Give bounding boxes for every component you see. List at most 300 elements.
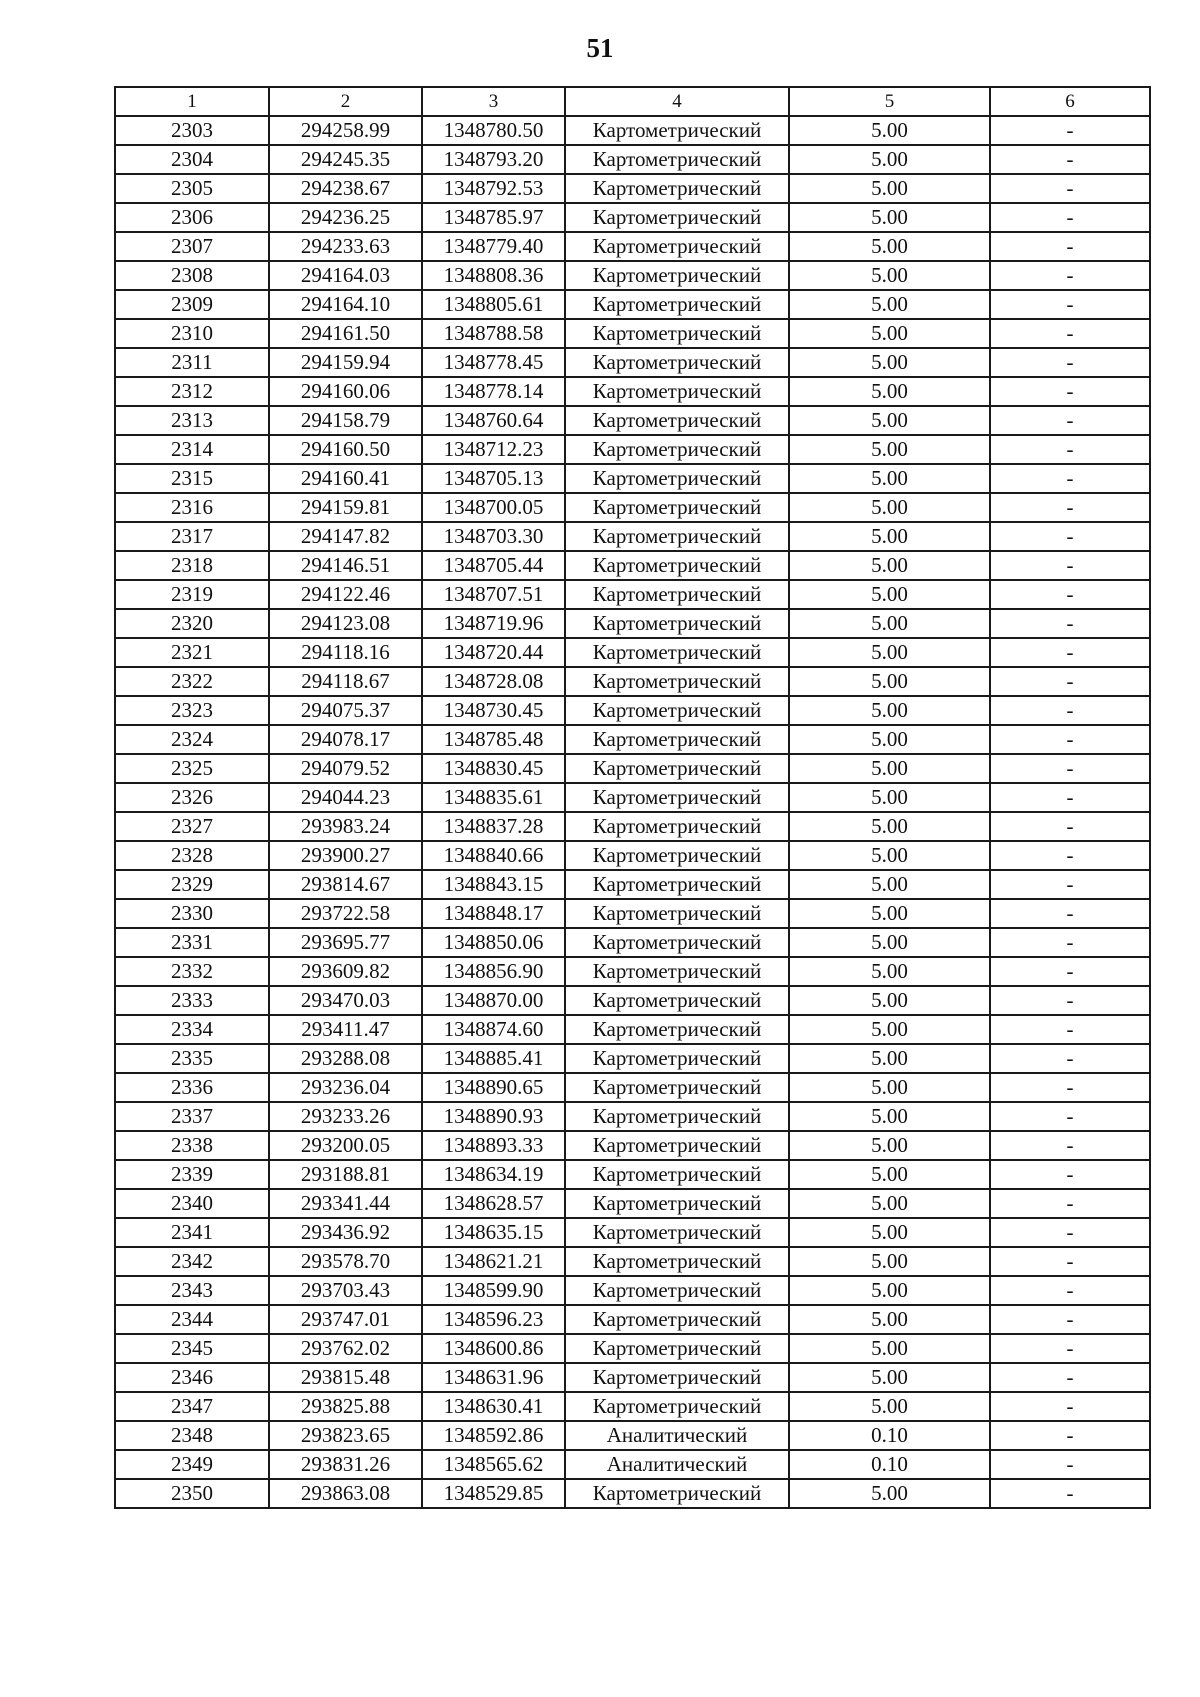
accuracy-cell: 5.00	[789, 203, 990, 232]
y-coordinate-cell: 1348707.51	[422, 580, 565, 609]
column-header: 2	[269, 87, 422, 116]
accuracy-cell: 5.00	[789, 870, 990, 899]
method-cell: Картометрический	[565, 899, 789, 928]
table-header-row	[115, 87, 1150, 116]
x-coordinate-cell: 293863.08	[269, 1479, 422, 1508]
point-number-cell: 2331	[115, 928, 269, 957]
x-coordinate-cell: 294118.16	[269, 638, 422, 667]
point-number-cell: 2309	[115, 290, 269, 319]
point-number-cell: 2330	[115, 899, 269, 928]
y-coordinate-cell: 1348778.14	[422, 377, 565, 406]
point-number-cell: 2323	[115, 696, 269, 725]
note-cell: -	[990, 377, 1150, 406]
table-row	[115, 1015, 1150, 1044]
accuracy-cell: 5.00	[789, 638, 990, 667]
accuracy-cell: 5.00	[789, 928, 990, 957]
note-cell: -	[990, 1450, 1150, 1479]
method-cell: Картометрический	[565, 1073, 789, 1102]
x-coordinate-cell: 294122.46	[269, 580, 422, 609]
x-coordinate-cell: 294245.35	[269, 145, 422, 174]
table-row	[115, 1073, 1150, 1102]
table-row	[115, 1247, 1150, 1276]
y-coordinate-cell: 1348874.60	[422, 1015, 565, 1044]
method-cell: Картометрический	[565, 928, 789, 957]
note-cell: -	[990, 1305, 1150, 1334]
x-coordinate-cell: 294044.23	[269, 783, 422, 812]
point-number-cell: 2337	[115, 1102, 269, 1131]
accuracy-cell: 5.00	[789, 1102, 990, 1131]
y-coordinate-cell: 1348837.28	[422, 812, 565, 841]
table-row	[115, 870, 1150, 899]
point-number-cell: 2317	[115, 522, 269, 551]
y-coordinate-cell: 1348793.20	[422, 145, 565, 174]
table-row	[115, 580, 1150, 609]
note-cell: -	[990, 1334, 1150, 1363]
point-number-cell: 2313	[115, 406, 269, 435]
x-coordinate-cell: 294079.52	[269, 754, 422, 783]
point-number-cell: 2336	[115, 1073, 269, 1102]
coordinates-table	[114, 86, 1151, 1509]
method-cell: Картометрический	[565, 290, 789, 319]
table-row	[115, 1421, 1150, 1450]
note-cell: -	[990, 957, 1150, 986]
y-coordinate-cell: 1348785.97	[422, 203, 565, 232]
method-cell: Картометрический	[565, 1276, 789, 1305]
y-coordinate-cell: 1348730.45	[422, 696, 565, 725]
table-row	[115, 928, 1150, 957]
method-cell: Картометрический	[565, 1334, 789, 1363]
point-number-cell: 2308	[115, 261, 269, 290]
note-cell: -	[990, 986, 1150, 1015]
table-row	[115, 899, 1150, 928]
accuracy-cell: 5.00	[789, 116, 990, 145]
point-number-cell: 2340	[115, 1189, 269, 1218]
x-coordinate-cell: 293831.26	[269, 1450, 422, 1479]
x-coordinate-cell: 293703.43	[269, 1276, 422, 1305]
note-cell: -	[990, 754, 1150, 783]
note-cell: -	[990, 1189, 1150, 1218]
method-cell: Картометрический	[565, 203, 789, 232]
method-cell: Картометрический	[565, 754, 789, 783]
x-coordinate-cell: 293747.01	[269, 1305, 422, 1334]
x-coordinate-cell: 293436.92	[269, 1218, 422, 1247]
method-cell: Картометрический	[565, 493, 789, 522]
method-cell: Картометрический	[565, 957, 789, 986]
point-number-cell: 2332	[115, 957, 269, 986]
method-cell: Картометрический	[565, 1189, 789, 1218]
note-cell: -	[990, 522, 1150, 551]
column-header: 3	[422, 87, 565, 116]
note-cell: -	[990, 464, 1150, 493]
x-coordinate-cell: 293470.03	[269, 986, 422, 1015]
method-cell: Картометрический	[565, 435, 789, 464]
note-cell: -	[990, 1247, 1150, 1276]
y-coordinate-cell: 1348700.05	[422, 493, 565, 522]
point-number-cell: 2320	[115, 609, 269, 638]
y-coordinate-cell: 1348835.61	[422, 783, 565, 812]
x-coordinate-cell: 293814.67	[269, 870, 422, 899]
table-row	[115, 1276, 1150, 1305]
accuracy-cell: 5.00	[789, 406, 990, 435]
y-coordinate-cell: 1348728.08	[422, 667, 565, 696]
table-row	[115, 783, 1150, 812]
accuracy-cell: 5.00	[789, 377, 990, 406]
point-number-cell: 2346	[115, 1363, 269, 1392]
note-cell: -	[990, 667, 1150, 696]
accuracy-cell: 5.00	[789, 841, 990, 870]
accuracy-cell: 5.00	[789, 1015, 990, 1044]
note-cell: -	[990, 232, 1150, 261]
table-row	[115, 203, 1150, 232]
note-cell: -	[990, 812, 1150, 841]
y-coordinate-cell: 1348788.58	[422, 319, 565, 348]
method-cell: Картометрический	[565, 580, 789, 609]
method-cell: Картометрический	[565, 116, 789, 145]
note-cell: -	[990, 1421, 1150, 1450]
accuracy-cell: 5.00	[789, 1305, 990, 1334]
method-cell: Картометрический	[565, 609, 789, 638]
accuracy-cell: 5.00	[789, 522, 990, 551]
method-cell: Картометрический	[565, 1305, 789, 1334]
table-row	[115, 319, 1150, 348]
point-number-cell: 2344	[115, 1305, 269, 1334]
y-coordinate-cell: 1348885.41	[422, 1044, 565, 1073]
table-row	[115, 609, 1150, 638]
x-coordinate-cell: 294236.25	[269, 203, 422, 232]
accuracy-cell: 5.00	[789, 435, 990, 464]
note-cell: -	[990, 870, 1150, 899]
table-row	[115, 638, 1150, 667]
method-cell: Аналитический	[565, 1450, 789, 1479]
accuracy-cell: 5.00	[789, 1276, 990, 1305]
accuracy-cell: 5.00	[789, 696, 990, 725]
x-coordinate-cell: 294161.50	[269, 319, 422, 348]
point-number-cell: 2316	[115, 493, 269, 522]
point-number-cell: 2343	[115, 1276, 269, 1305]
method-cell: Картометрический	[565, 1015, 789, 1044]
point-number-cell: 2347	[115, 1392, 269, 1421]
accuracy-cell: 5.00	[789, 319, 990, 348]
note-cell: -	[990, 928, 1150, 957]
accuracy-cell: 5.00	[789, 1189, 990, 1218]
y-coordinate-cell: 1348830.45	[422, 754, 565, 783]
table-row	[115, 551, 1150, 580]
method-cell: Картометрический	[565, 1160, 789, 1189]
accuracy-cell: 5.00	[789, 1247, 990, 1276]
table-row	[115, 1392, 1150, 1421]
point-number-cell: 2307	[115, 232, 269, 261]
y-coordinate-cell: 1348870.00	[422, 986, 565, 1015]
x-coordinate-cell: 294158.79	[269, 406, 422, 435]
y-coordinate-cell: 1348600.86	[422, 1334, 565, 1363]
y-coordinate-cell: 1348840.66	[422, 841, 565, 870]
note-cell: -	[990, 348, 1150, 377]
accuracy-cell: 5.00	[789, 667, 990, 696]
point-number-cell: 2342	[115, 1247, 269, 1276]
note-cell: -	[990, 406, 1150, 435]
table-row	[115, 145, 1150, 174]
y-coordinate-cell: 1348631.96	[422, 1363, 565, 1392]
table-row	[115, 406, 1150, 435]
table-row	[115, 1102, 1150, 1131]
note-cell: -	[990, 145, 1150, 174]
point-number-cell: 2319	[115, 580, 269, 609]
accuracy-cell: 5.00	[789, 493, 990, 522]
x-coordinate-cell: 293815.48	[269, 1363, 422, 1392]
method-cell: Картометрический	[565, 1044, 789, 1073]
point-number-cell: 2335	[115, 1044, 269, 1073]
note-cell: -	[990, 609, 1150, 638]
x-coordinate-cell: 293578.70	[269, 1247, 422, 1276]
point-number-cell: 2345	[115, 1334, 269, 1363]
table-row	[115, 1450, 1150, 1479]
table-row	[115, 1044, 1150, 1073]
note-cell: -	[990, 580, 1150, 609]
note-cell: -	[990, 899, 1150, 928]
y-coordinate-cell: 1348712.23	[422, 435, 565, 464]
y-coordinate-cell: 1348630.41	[422, 1392, 565, 1421]
table-body	[115, 87, 1150, 1508]
y-coordinate-cell: 1348719.96	[422, 609, 565, 638]
x-coordinate-cell: 293825.88	[269, 1392, 422, 1421]
y-coordinate-cell: 1348779.40	[422, 232, 565, 261]
accuracy-cell: 0.10	[789, 1450, 990, 1479]
x-coordinate-cell: 293236.04	[269, 1073, 422, 1102]
point-number-cell: 2334	[115, 1015, 269, 1044]
note-cell: -	[990, 1160, 1150, 1189]
y-coordinate-cell: 1348893.33	[422, 1131, 565, 1160]
point-number-cell: 2325	[115, 754, 269, 783]
accuracy-cell: 5.00	[789, 551, 990, 580]
method-cell: Картометрический	[565, 174, 789, 203]
point-number-cell: 2306	[115, 203, 269, 232]
table-row	[115, 1305, 1150, 1334]
method-cell: Картометрический	[565, 783, 789, 812]
y-coordinate-cell: 1348808.36	[422, 261, 565, 290]
accuracy-cell: 5.00	[789, 1479, 990, 1508]
method-cell: Картометрический	[565, 986, 789, 1015]
y-coordinate-cell: 1348703.30	[422, 522, 565, 551]
column-header: 6	[990, 87, 1150, 116]
y-coordinate-cell: 1348760.64	[422, 406, 565, 435]
x-coordinate-cell: 293288.08	[269, 1044, 422, 1073]
x-coordinate-cell: 294160.41	[269, 464, 422, 493]
method-cell: Картометрический	[565, 725, 789, 754]
table-row	[115, 493, 1150, 522]
table-row	[115, 348, 1150, 377]
note-cell: -	[990, 435, 1150, 464]
table-row	[115, 116, 1150, 145]
accuracy-cell: 5.00	[789, 812, 990, 841]
y-coordinate-cell: 1348599.90	[422, 1276, 565, 1305]
point-number-cell: 2339	[115, 1160, 269, 1189]
note-cell: -	[990, 493, 1150, 522]
method-cell: Картометрический	[565, 638, 789, 667]
point-number-cell: 2303	[115, 116, 269, 145]
note-cell: -	[990, 638, 1150, 667]
point-number-cell: 2349	[115, 1450, 269, 1479]
y-coordinate-cell: 1348848.17	[422, 899, 565, 928]
point-number-cell: 2321	[115, 638, 269, 667]
accuracy-cell: 5.00	[789, 348, 990, 377]
accuracy-cell: 5.00	[789, 986, 990, 1015]
accuracy-cell: 5.00	[789, 261, 990, 290]
x-coordinate-cell: 294258.99	[269, 116, 422, 145]
point-number-cell: 2322	[115, 667, 269, 696]
point-number-cell: 2348	[115, 1421, 269, 1450]
accuracy-cell: 5.00	[789, 145, 990, 174]
accuracy-cell: 5.00	[789, 783, 990, 812]
y-coordinate-cell: 1348856.90	[422, 957, 565, 986]
note-cell: -	[990, 1044, 1150, 1073]
point-number-cell: 2324	[115, 725, 269, 754]
accuracy-cell: 5.00	[789, 754, 990, 783]
note-cell: -	[990, 1102, 1150, 1131]
note-cell: -	[990, 174, 1150, 203]
point-number-cell: 2305	[115, 174, 269, 203]
table-row	[115, 522, 1150, 551]
x-coordinate-cell: 293722.58	[269, 899, 422, 928]
method-cell: Картометрический	[565, 696, 789, 725]
x-coordinate-cell: 294160.06	[269, 377, 422, 406]
table-row	[115, 1189, 1150, 1218]
note-cell: -	[990, 1363, 1150, 1392]
table-row	[115, 377, 1150, 406]
accuracy-cell: 5.00	[789, 1160, 990, 1189]
method-cell: Картометрический	[565, 464, 789, 493]
point-number-cell: 2304	[115, 145, 269, 174]
x-coordinate-cell: 294159.94	[269, 348, 422, 377]
note-cell: -	[990, 1479, 1150, 1508]
y-coordinate-cell: 1348720.44	[422, 638, 565, 667]
accuracy-cell: 5.00	[789, 899, 990, 928]
x-coordinate-cell: 294159.81	[269, 493, 422, 522]
accuracy-cell: 5.00	[789, 464, 990, 493]
x-coordinate-cell: 293411.47	[269, 1015, 422, 1044]
accuracy-cell: 5.00	[789, 580, 990, 609]
point-number-cell: 2314	[115, 435, 269, 464]
accuracy-cell: 5.00	[789, 290, 990, 319]
table-row	[115, 290, 1150, 319]
x-coordinate-cell: 293609.82	[269, 957, 422, 986]
note-cell: -	[990, 203, 1150, 232]
y-coordinate-cell: 1348785.48	[422, 725, 565, 754]
point-number-cell: 2310	[115, 319, 269, 348]
x-coordinate-cell: 293823.65	[269, 1421, 422, 1450]
x-coordinate-cell: 293200.05	[269, 1131, 422, 1160]
page-number: 51	[586, 33, 614, 63]
note-cell: -	[990, 1218, 1150, 1247]
y-coordinate-cell: 1348705.13	[422, 464, 565, 493]
point-number-cell: 2338	[115, 1131, 269, 1160]
accuracy-cell: 5.00	[789, 1392, 990, 1421]
accuracy-cell: 5.00	[789, 1044, 990, 1073]
x-coordinate-cell: 294123.08	[269, 609, 422, 638]
x-coordinate-cell: 293233.26	[269, 1102, 422, 1131]
column-header: 4	[565, 87, 789, 116]
point-number-cell: 2326	[115, 783, 269, 812]
x-coordinate-cell: 293762.02	[269, 1334, 422, 1363]
note-cell: -	[990, 290, 1150, 319]
note-cell: -	[990, 1073, 1150, 1102]
note-cell: -	[990, 1276, 1150, 1305]
y-coordinate-cell: 1348634.19	[422, 1160, 565, 1189]
x-coordinate-cell: 294164.03	[269, 261, 422, 290]
method-cell: Картометрический	[565, 261, 789, 290]
method-cell: Картометрический	[565, 1218, 789, 1247]
table-row	[115, 1334, 1150, 1363]
x-coordinate-cell: 294233.63	[269, 232, 422, 261]
note-cell: -	[990, 116, 1150, 145]
method-cell: Картометрический	[565, 841, 789, 870]
accuracy-cell: 5.00	[789, 174, 990, 203]
accuracy-cell: 5.00	[789, 1334, 990, 1363]
method-cell: Картометрический	[565, 1131, 789, 1160]
point-number-cell: 2333	[115, 986, 269, 1015]
method-cell: Картометрический	[565, 232, 789, 261]
y-coordinate-cell: 1348792.53	[422, 174, 565, 203]
method-cell: Картометрический	[565, 667, 789, 696]
x-coordinate-cell: 293900.27	[269, 841, 422, 870]
y-coordinate-cell: 1348805.61	[422, 290, 565, 319]
method-cell: Картометрический	[565, 1363, 789, 1392]
accuracy-cell: 5.00	[789, 725, 990, 754]
x-coordinate-cell: 293341.44	[269, 1189, 422, 1218]
table-row	[115, 986, 1150, 1015]
table-row	[115, 261, 1150, 290]
x-coordinate-cell: 294238.67	[269, 174, 422, 203]
method-cell: Аналитический	[565, 1421, 789, 1450]
y-coordinate-cell: 1348890.65	[422, 1073, 565, 1102]
note-cell: -	[990, 1392, 1150, 1421]
x-coordinate-cell: 294147.82	[269, 522, 422, 551]
y-coordinate-cell: 1348778.45	[422, 348, 565, 377]
column-header: 1	[115, 87, 269, 116]
note-cell: -	[990, 551, 1150, 580]
table-row	[115, 1218, 1150, 1247]
note-cell: -	[990, 783, 1150, 812]
accuracy-cell: 5.00	[789, 1131, 990, 1160]
table-row	[115, 696, 1150, 725]
table-row	[115, 464, 1150, 493]
accuracy-cell: 5.00	[789, 1363, 990, 1392]
table-row	[115, 957, 1150, 986]
y-coordinate-cell: 1348529.85	[422, 1479, 565, 1508]
point-number-cell: 2350	[115, 1479, 269, 1508]
note-cell: -	[990, 696, 1150, 725]
note-cell: -	[990, 1015, 1150, 1044]
note-cell: -	[990, 1131, 1150, 1160]
note-cell: -	[990, 261, 1150, 290]
table-row	[115, 754, 1150, 783]
y-coordinate-cell: 1348780.50	[422, 116, 565, 145]
method-cell: Картометрический	[565, 1392, 789, 1421]
y-coordinate-cell: 1348890.93	[422, 1102, 565, 1131]
table-row	[115, 725, 1150, 754]
method-cell: Картометрический	[565, 145, 789, 174]
method-cell: Картометрический	[565, 406, 789, 435]
method-cell: Картометрический	[565, 522, 789, 551]
accuracy-cell: 5.00	[789, 1073, 990, 1102]
method-cell: Картометрический	[565, 1102, 789, 1131]
y-coordinate-cell: 1348565.62	[422, 1450, 565, 1479]
x-coordinate-cell: 293983.24	[269, 812, 422, 841]
point-number-cell: 2312	[115, 377, 269, 406]
accuracy-cell: 5.00	[789, 232, 990, 261]
point-number-cell: 2311	[115, 348, 269, 377]
x-coordinate-cell: 293188.81	[269, 1160, 422, 1189]
y-coordinate-cell: 1348843.15	[422, 870, 565, 899]
